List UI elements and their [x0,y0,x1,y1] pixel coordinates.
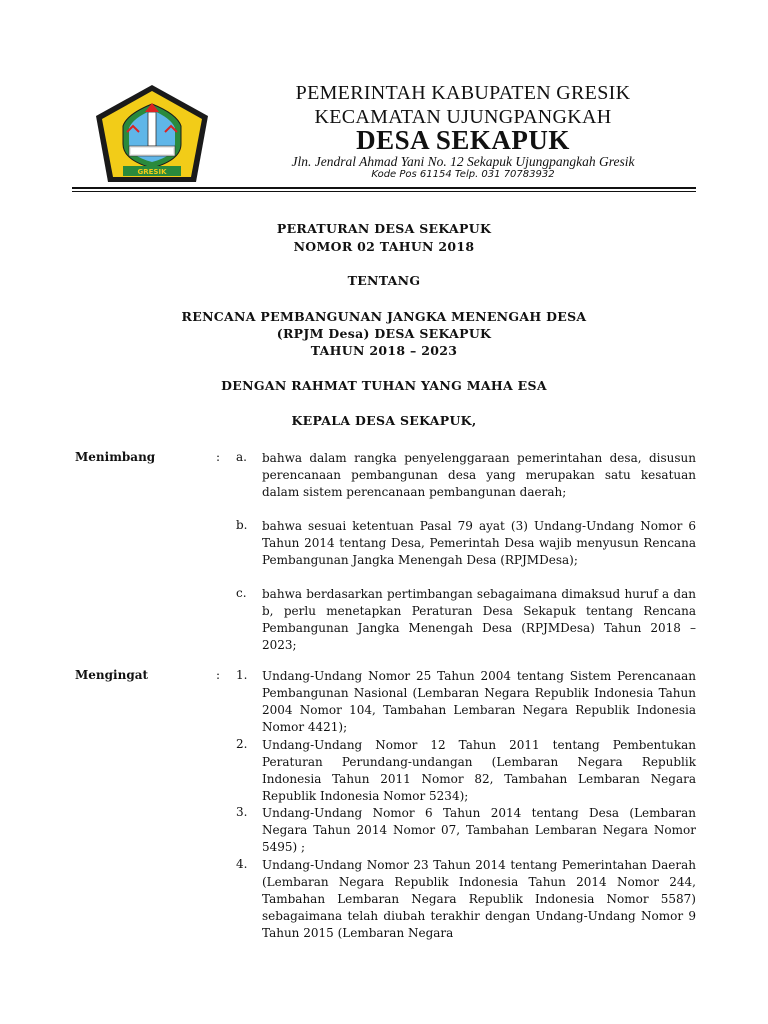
official-title: KEPALA DESA SEKAPUK, [291,413,477,428]
item-marker: 4. [236,857,248,871]
government-name: PEMERINTAH KABUPATEN GRESIK [295,82,631,104]
list-item [236,586,696,654]
item-text: Undang-Undang Nomor 23 Tahun 2014 tentang Pemerintahan Daerah (Lembaran Negara Republik Indonesia Tahun 2014 Nomor 244, Tambahan Lembaran Negara Republik Indonesia Nomor 5587) sebagaimana telah diubah terakhir dengan Undang-Undang Nomor 9 Tahun 2015 (Lembaran Negara [262,858,696,940]
item-text: bahwa dalam rangka penyelenggaraan pemerintahan desa, disusun perencanaan pembangunan desa yang merupakan satu kesatuan dalam sistem perencanaan pembangunan daerah; [262,451,696,499]
contact-info: Kode Pos 61154 Telp. 031 70783932 [371,169,555,180]
item-text: bahwa sesuai ketentuan Pasal 79 ayat (3) Undang-Undang Nomor 6 Tahun 2014 tentang Desa, Pemerintah Desa wajib menyusun Rencana Pembangunan Jangka Menengah Desa (RPJMDesa); [262,519,696,567]
item-marker: 3. [236,805,248,819]
item-marker: 2. [236,737,248,751]
letterhead-divider-thin [72,191,696,192]
gresik-regency-emblem [93,82,211,186]
subject-line-1: RENCANA PEMBANGUNAN JANGKA MENENGAH DESA [181,309,587,324]
mengingat-label: Mengingat [75,668,149,682]
list-item [236,668,696,736]
preamble: DENGAN RAHMAT TUHAN YANG MAHA ESA [221,378,547,393]
list-item [236,805,696,856]
district-name: KECAMATAN UJUNGPANGKAH [314,106,612,128]
mengingat-colon: : [216,668,221,682]
item-text: Undang-Undang Nomor 25 Tahun 2004 tentang Sistem Perencanaan Pembangunan Nasional (Lembaran Negara Republik Indonesia Tahun 2004 Nomor 104, Tambahan Lembaran Negara Republik Indonesia Nomor 4421); [262,669,696,734]
regulation-number: NOMOR 02 TAHUN 2018 [293,239,475,254]
village-name: DESA SEKAPUK [356,125,570,155]
regulation-title: PERATURAN DESA SEKAPUK [276,221,492,236]
subject-line-3: TAHUN 2018 – 2023 [310,343,458,358]
list-item [236,450,696,501]
list-item [236,737,696,805]
menimbang-colon: : [216,450,221,464]
address: Jln. Jendral Ahmad Yani No. 12 Sekapuk Ujungpangkah Gresik [291,154,635,169]
item-marker: b. [236,518,248,532]
item-text: Undang-Undang Nomor 12 Tahun 2011 tentang Pembentukan Peraturan Perundang-undangan (Lembaran Negara Republik Indonesia Tahun 2011 Nomor 82, Tambahan Lembaran Negara Republik Indonesia Nomor 5234); [262,738,696,803]
menimbang-label: Menimbang [75,450,156,464]
item-text: bahwa berdasarkan pertimbangan sebagaimana dimaksud huruf a dan b, perlu menetapkan Peraturan Desa Sekapuk tentang Rencana Pembangunan Jangka Menengah Desa (RPJMDesa) Tahun 2018 – 2023; [262,587,696,652]
tentang-heading: TENTANG [347,273,421,288]
item-text: Undang-Undang Nomor 6 Tahun 2014 tentang Desa (Lembaran Negara Tahun 2014 Nomor 07, Tambahan Lembaran Negara Nomor 5495) ; [262,806,696,854]
letterhead-divider-thick [72,187,696,189]
subject-line-2: (RPJM Desa) DESA SEKAPUK [276,326,492,341]
list-item [236,857,696,942]
item-marker: 1. [236,668,248,682]
item-marker: a. [236,450,247,464]
svg-text:GRESIK: GRESIK [137,168,167,176]
list-item [236,518,696,569]
item-marker: c. [236,586,247,600]
